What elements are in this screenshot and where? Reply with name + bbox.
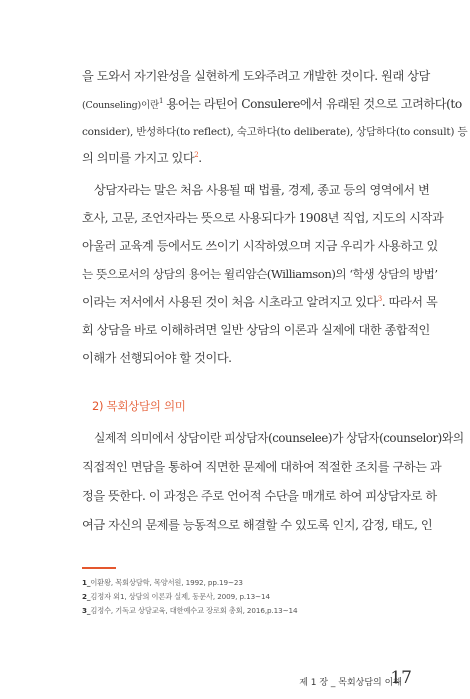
footnote-marker: 2 <box>194 151 199 159</box>
body-line: 직접적인 면담을 통하여 직면한 문제에 대하여 적절한 조치를 구하는 과 <box>82 460 442 474</box>
body-text: 이라는 저서에서 사용된 것이 처음 시초라고 알려지고 있다 <box>82 295 378 309</box>
body-text: 용어는 라틴어 Consulere에서 유래된 것으로 고려하다(to <box>166 97 462 111</box>
body-line <box>82 96 462 114</box>
body-line: 는 뜻으로서의 상담의 용어는 윌리암슨(Williamson)의 ‘학생 상담의 방법’ <box>82 267 438 281</box>
body-text: 의 의미를 가지고 있다 <box>82 151 195 165</box>
body-line: 이라는 저서에서 사용된 것이 처음 시초라고 알려지고 있다$^3$. 따라서 목 <box>82 295 438 309</box>
footnote <box>82 606 297 616</box>
page-number: 17 <box>390 668 412 688</box>
footnote-number: 1_ <box>82 578 91 587</box>
body-line: 실제적 의미에서 상담이란 피상담자(counselee)가 상담자(counselor)와의 <box>94 431 464 445</box>
running-footer: 제 1 장 _ 목회상담의 이해 <box>299 678 402 688</box>
body-line: 의 의미를 가지고 있다$^2$. <box>82 151 202 165</box>
footnote-text: 김정자 외1, 상담의 이론과 실제, 동문사, 2009, p.13~14 <box>90 592 270 601</box>
footnote-text: 이환왕, 목회상담학, 목양서원, 1992, pp.19~23 <box>90 578 243 587</box>
section-heading: 2) 목회상담의 의미 <box>92 399 186 413</box>
footnote <box>82 592 270 602</box>
body-text: 따라서 목 <box>388 295 438 309</box>
body-line: 이해가 선행되어야 할 것이다. <box>82 351 232 365</box>
footnote <box>82 578 243 588</box>
footnote-number: 3_ <box>82 606 91 615</box>
footnote-divider <box>82 567 116 569</box>
body-line: 여금 자신의 문제를 능동적으로 해결할 수 있도록 인지, 감정, 태도, 인 <box>82 518 433 532</box>
body-line: 아울러 교육계 등에서도 쓰이기 시작하였으며 지금 우리가 사용하고 있 <box>82 239 438 253</box>
body-line: consider), 반성하다(to reflect), 숙고하다(to deliberate), 상담하다(to consult) 등 <box>82 126 468 138</box>
footnote-number: 2_ <box>82 592 91 601</box>
body-text: (Counseling)이란 <box>82 100 159 111</box>
body-line: 회 상담을 바로 이해하려면 일반 상담의 이론과 실제에 대한 종합적인 <box>82 323 430 337</box>
body-line: 호사, 고문, 조언자라는 뜻으로 사용되다가 1908년 직업, 지도의 시작과 <box>82 211 444 225</box>
body-line: 상담자라는 말은 처음 사용될 때 법률, 경제, 종교 등의 영역에서 변 <box>94 183 430 197</box>
footnote-marker: 3 <box>377 295 382 303</box>
body-line: 정을 뜻한다. 이 과정은 주로 언어적 수단을 매개로 하여 피상담자로 하 <box>82 489 437 503</box>
body-line: 을 도와서 자기완성을 실현하게 도와주려고 개발한 것이다. 원래 상담 <box>82 69 430 83</box>
footnote-marker: 1 <box>158 97 163 105</box>
footnote-text: 김정수, 기독교 상담교육, 대한예수교 장로회 총회, 2016,p.13~14 <box>90 606 298 615</box>
